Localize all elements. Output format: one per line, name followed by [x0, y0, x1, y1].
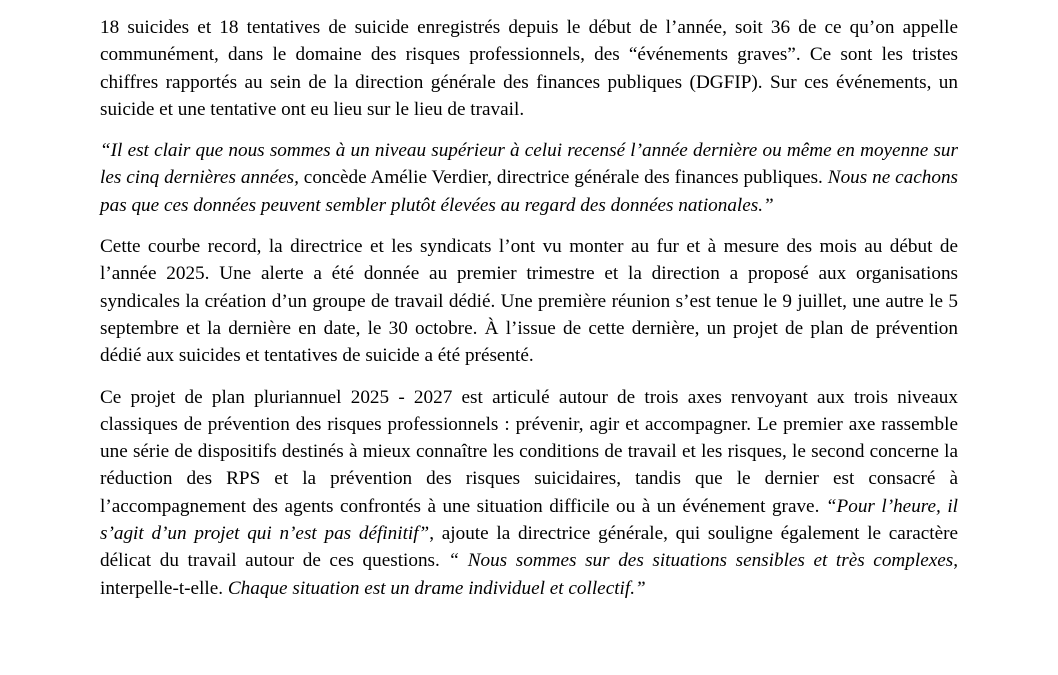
body-text: Cette courbe record, la directrice et les syndicats l’ont vu monter au fur et à mesure des mois au début de l’année 2025. Une alerte a été donnée au premier trimestre et la direction a proposé aux organisations syndicales la création d’un groupe de travail dédié. Une première réunion s’est tenue le 9 juillet, une autre le 5 septembre et la dernière en date, le 30 octobre. À l’issue de cette dernière, un projet de plan de prévention dédié aux suicides et tentatives de suicide a été présenté. — [100, 236, 958, 367]
paragraph — [100, 137, 958, 219]
paragraph — [100, 233, 958, 369]
quoted-text: “ Nous sommes sur des situations sensibles et très complexes — [448, 550, 954, 572]
paragraph — [100, 14, 958, 123]
body-text: , interpelle-t-elle. — [100, 550, 959, 599]
body-text: Ce projet de plan pluriannuel 2025 - 2027 est articulé autour de trois axes renvoyant aux trois niveaux classiques de prévention des risques professionnels : prévenir, agir et accompagner. Le premier axe rassemble une série de dispositifs destinés à mieux connaître les conditions de travail et les risques, le second concerne la réduction des RPS et la prévention des risques suicidaires, tandis que le dernier est consacré à l’accompagnement des agents confrontés à une situation difficile ou à un événement grave. — [100, 386, 958, 517]
body-text: , ajoute la directrice générale, qui souligne également le caractère délicat du travail autour de ces questions. — [100, 523, 958, 572]
quoted-text: “Pour l’heure, il s’agit d’un projet qui n’est pas définitif” — [100, 495, 958, 545]
quoted-text: Chaque situation est un drame individuel et collectif.” — [227, 577, 646, 599]
body-text: 18 suicides et 18 tentatives de suicide enregistrés depuis le début de l’année, soit 36 de ce qu’on appelle communément, dans le domaine des risques professionnels, des “événements graves”. Ce sont les tristes chiffres rapportés au sein de la direction générale des finances publiques (DGFIP). Sur ces événements, un suicide et une tentative ont eu lieu sur le lieu de travail. — [100, 17, 958, 120]
quoted-text: Nous ne cachons pas que ces données peuvent sembler plutôt élevées au regard des données nationales.” — [100, 167, 959, 216]
document-body — [100, 14, 958, 602]
paragraph — [100, 384, 958, 602]
quoted-text: “Il est clair que nous sommes à un niveau supérieur à celui recensé l’année dernière ou même en moyenne sur les cinq dernières années, — [100, 140, 958, 189]
body-text: concède Amélie Verdier, directrice générale des finances publiques. — [298, 167, 828, 189]
